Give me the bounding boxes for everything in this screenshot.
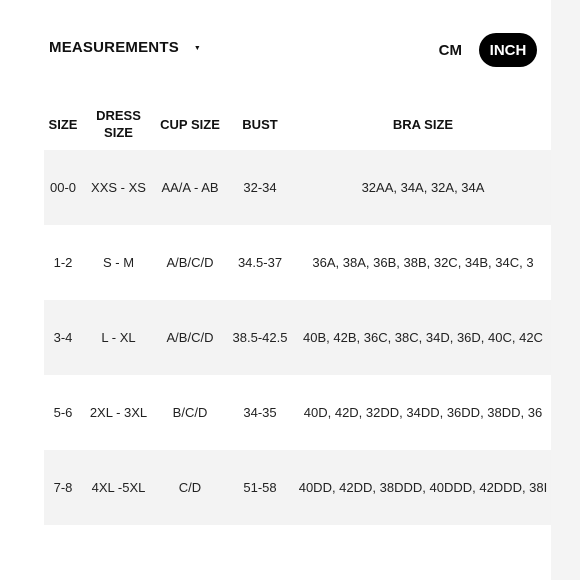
cell-size: 1-2 [44, 225, 82, 300]
table-row [44, 300, 551, 375]
cell-dress-size: L - XL [82, 300, 155, 375]
cell-bra-size: 40D, 42D, 32DD, 34DD, 36DD, 38DD, 36 [295, 375, 551, 450]
cell-bust: 32-34 [225, 150, 295, 225]
column-header-size: SIZE [48, 116, 78, 132]
cell-cup-size: B/C/D [155, 375, 225, 450]
table-row [44, 375, 551, 450]
cell-bust: 34-35 [225, 375, 295, 450]
column-header-bust: BUST [242, 116, 278, 132]
cell-bra-size: 36A, 38A, 36B, 38B, 32C, 34B, 34C, 3 [295, 225, 551, 300]
table-header-row [44, 98, 551, 150]
size-guide-header [49, 30, 537, 70]
measurements-dropdown[interactable] [49, 39, 201, 56]
cell-size: 7-8 [44, 450, 82, 525]
column-header-dress-size: DRESS SIZE [96, 108, 141, 140]
cell-dress-size: S - M [82, 225, 155, 300]
cell-cup-size: A/B/C/D [155, 300, 225, 375]
cell-dress-size: XXS - XS [82, 150, 155, 225]
cell-size: 5-6 [44, 375, 82, 450]
cell-dress-size: 2XL - 3XL [82, 375, 155, 450]
cell-bust: 51-58 [225, 450, 295, 525]
cell-cup-size: C/D [155, 450, 225, 525]
cell-cup-size: AA/A - AB [155, 150, 225, 225]
scroll-edge-strip [551, 0, 580, 580]
size-table [44, 98, 551, 525]
table-row [44, 225, 551, 300]
caret-down-icon: ▼ [193, 45, 201, 52]
cell-bra-size: 40B, 42B, 36C, 38C, 34D, 36D, 40C, 42C [295, 300, 551, 375]
cell-size: 00-0 [44, 150, 82, 225]
cell-bra-size: 32AA, 34A, 32A, 34A [295, 150, 551, 225]
cell-size: 3-4 [44, 300, 82, 375]
cell-dress-size: 4XL -5XL [82, 450, 155, 525]
table-row [44, 150, 551, 225]
cell-cup-size: A/B/C/D [155, 225, 225, 300]
cell-bra-size: 40DD, 42DD, 38DDD, 40DDD, 42DDD, 38I [295, 450, 551, 525]
unit-toggle [439, 33, 537, 67]
measurements-title: MEASUREMENTS [49, 39, 179, 56]
cell-bust: 34.5-37 [225, 225, 295, 300]
cell-bust: 38.5-42.5 [225, 300, 295, 375]
column-header-cup-size: CUP SIZE [160, 116, 220, 132]
table-row [44, 450, 551, 525]
unit-inch-button[interactable]: INCH [479, 33, 537, 67]
unit-cm-button[interactable]: CM [438, 41, 462, 59]
column-header-bra-size: BRA SIZE [392, 116, 454, 132]
